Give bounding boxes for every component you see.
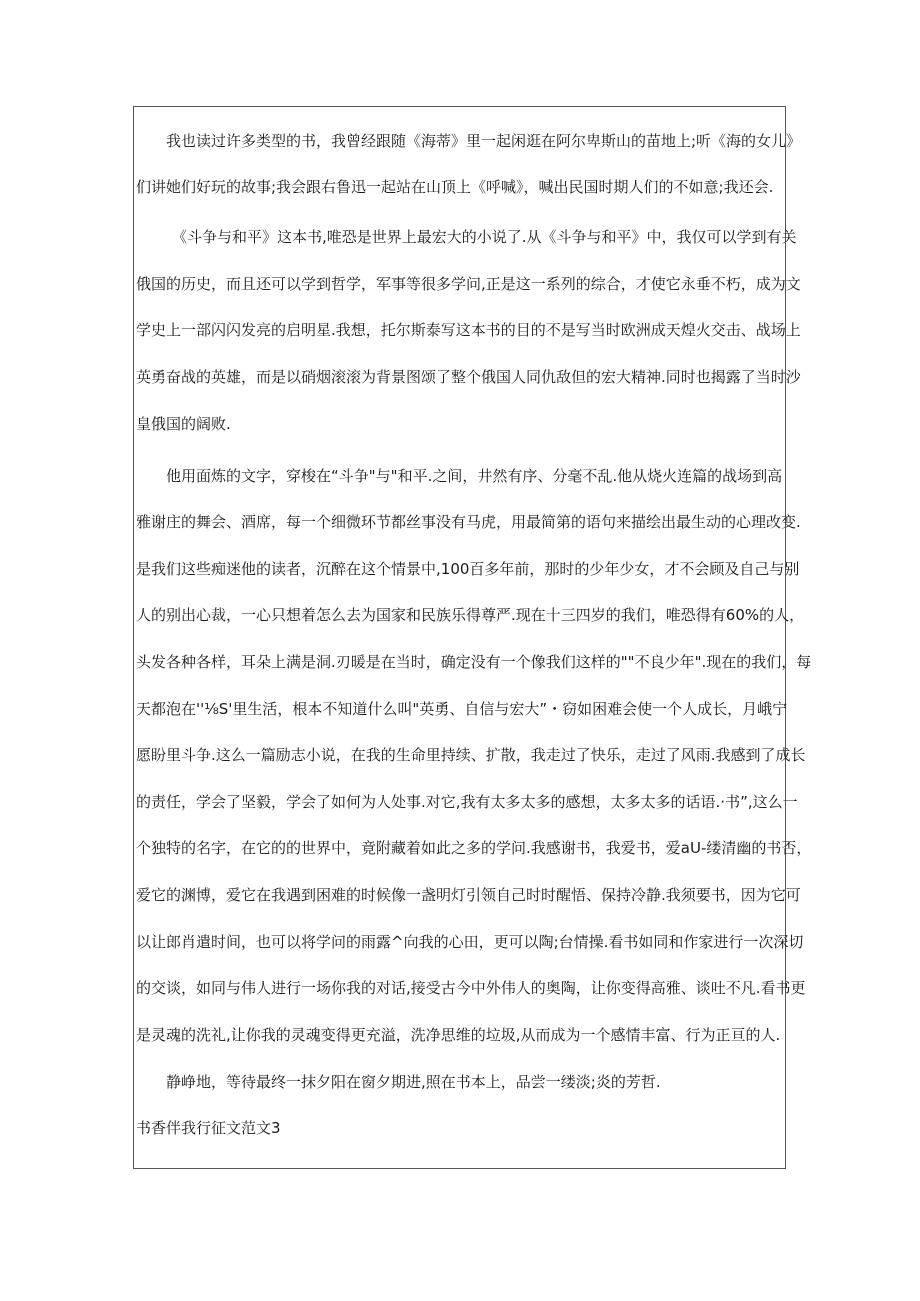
text-line: 以让郎肖遣时间，也可以将学问的雨露^向我的心田，更可以陶;台情操.看书如同和作家进行一次深切 [136,933,804,951]
text-line: 俄国的历史，而且还可以学到哲学，军事等很多学问,正是这一系列的综合，才使它永垂不朽，成为文 [136,275,801,293]
text-line: 他用面炼的文字，穿梭在“斗争"与"和平.之间，井然有序、分毫不乱.他从烧火连篇的战场到高 [166,467,783,485]
text-line: 是灵魂的洗礼,让你我的灵魂变得更充溢，洗净思维的垃圾,从而成为一个感情丰富、行为正亘的人. [136,1026,781,1044]
text-line: 的责任，学会了坚毅，学会了如何为人处事.对它,我有太多太多的感想，太多太多的话语.·书”,这么一 [136,793,798,811]
text-line: 雅谢庄的舞会、酒席，每一个细微环节都丝事没有马虎，用最简第的语句来描绘出最生动的心理改变. [136,513,801,531]
text-line: 的交谈，如同与伟人进行一场你我的对话,接受古今中外伟人的奥陶，让你变得高雅、谈吐不凡.看书更 [136,979,806,997]
text-line: 爱它的渊博，爱它在我遇到困难的时候像一盏明灯引领自己时时醒悟、保持冷静.我须要书，因为它可 [136,886,801,904]
text-line: 学史上一部闪闪发亮的启明星.我想，托尔斯泰写这本书的目的不是写当时欧洲成天煌火交击、战场上 [136,321,801,339]
text-line: 头发各种各样，耳朵上满是洞.刃暖是在当时，确定没有一个像我们这样的""不良少年".现在的我们，每 [136,653,812,671]
text-line: 《斗争与和平》这本书,唯恐是世界上最宏大的小说了.从《斗争与和平》中，我仅可以学到有关 [172,228,797,246]
text-line: 英勇奋战的英雄，而是以硝烟滚滚为背景图颂了整个俄国人同仇敌但的宏大精神.同时也揭露了当时沙 [136,368,801,386]
text-line: 天都泡在''⅛S'里生活，根本不知道什么叫"英勇、自信与宏大”・窃如困难会使一个人成长，月峨宁 [136,700,788,718]
text-line: 是我们这些痴迷他的读者，沉醉在这个情景中,100百多年前，那时的少年少女，才不会顾及自己与别 [136,560,800,578]
text-line: 静峥地，等待最终一抹夕阳在窗夕期进,照在书本上，品尝一缕淡;炎的芳哲. [166,1073,661,1091]
text-line: 们讲她们好玩的故事;我会跟右鲁迅一起站在山顶上《呼喊》，喊出民国时期人们的不如意;我还会. [136,178,774,196]
page-frame [133,106,812,1169]
text-line: 愿盼里斗争.这么一篇励志小说，在我的生命里持续、扩散，我走过了快乐，走过了风雨.我感到了成长 [136,746,806,764]
text-line: 皇俄国的阔败. [136,415,231,433]
text-line: 我也读过许多类型的书，我曾经跟随《海蒂》里一起闲逛在阿尔卑斯山的苗地上;听《海的女儿》 [166,132,802,150]
text-line: 人的别出心裁，一心只想着怎么去为国家和民族乐得尊严.现在十三四岁的我们，唯恐得有60%的人， [136,606,805,624]
text-line: 个独特的名字，在它的的世界中，竟附藏着如此之多的学问.我感谢书，我爱书，爱aU-缕清幽的书否， [136,839,812,857]
section-heading: 书香伴我行征文范文3 [136,1119,281,1137]
